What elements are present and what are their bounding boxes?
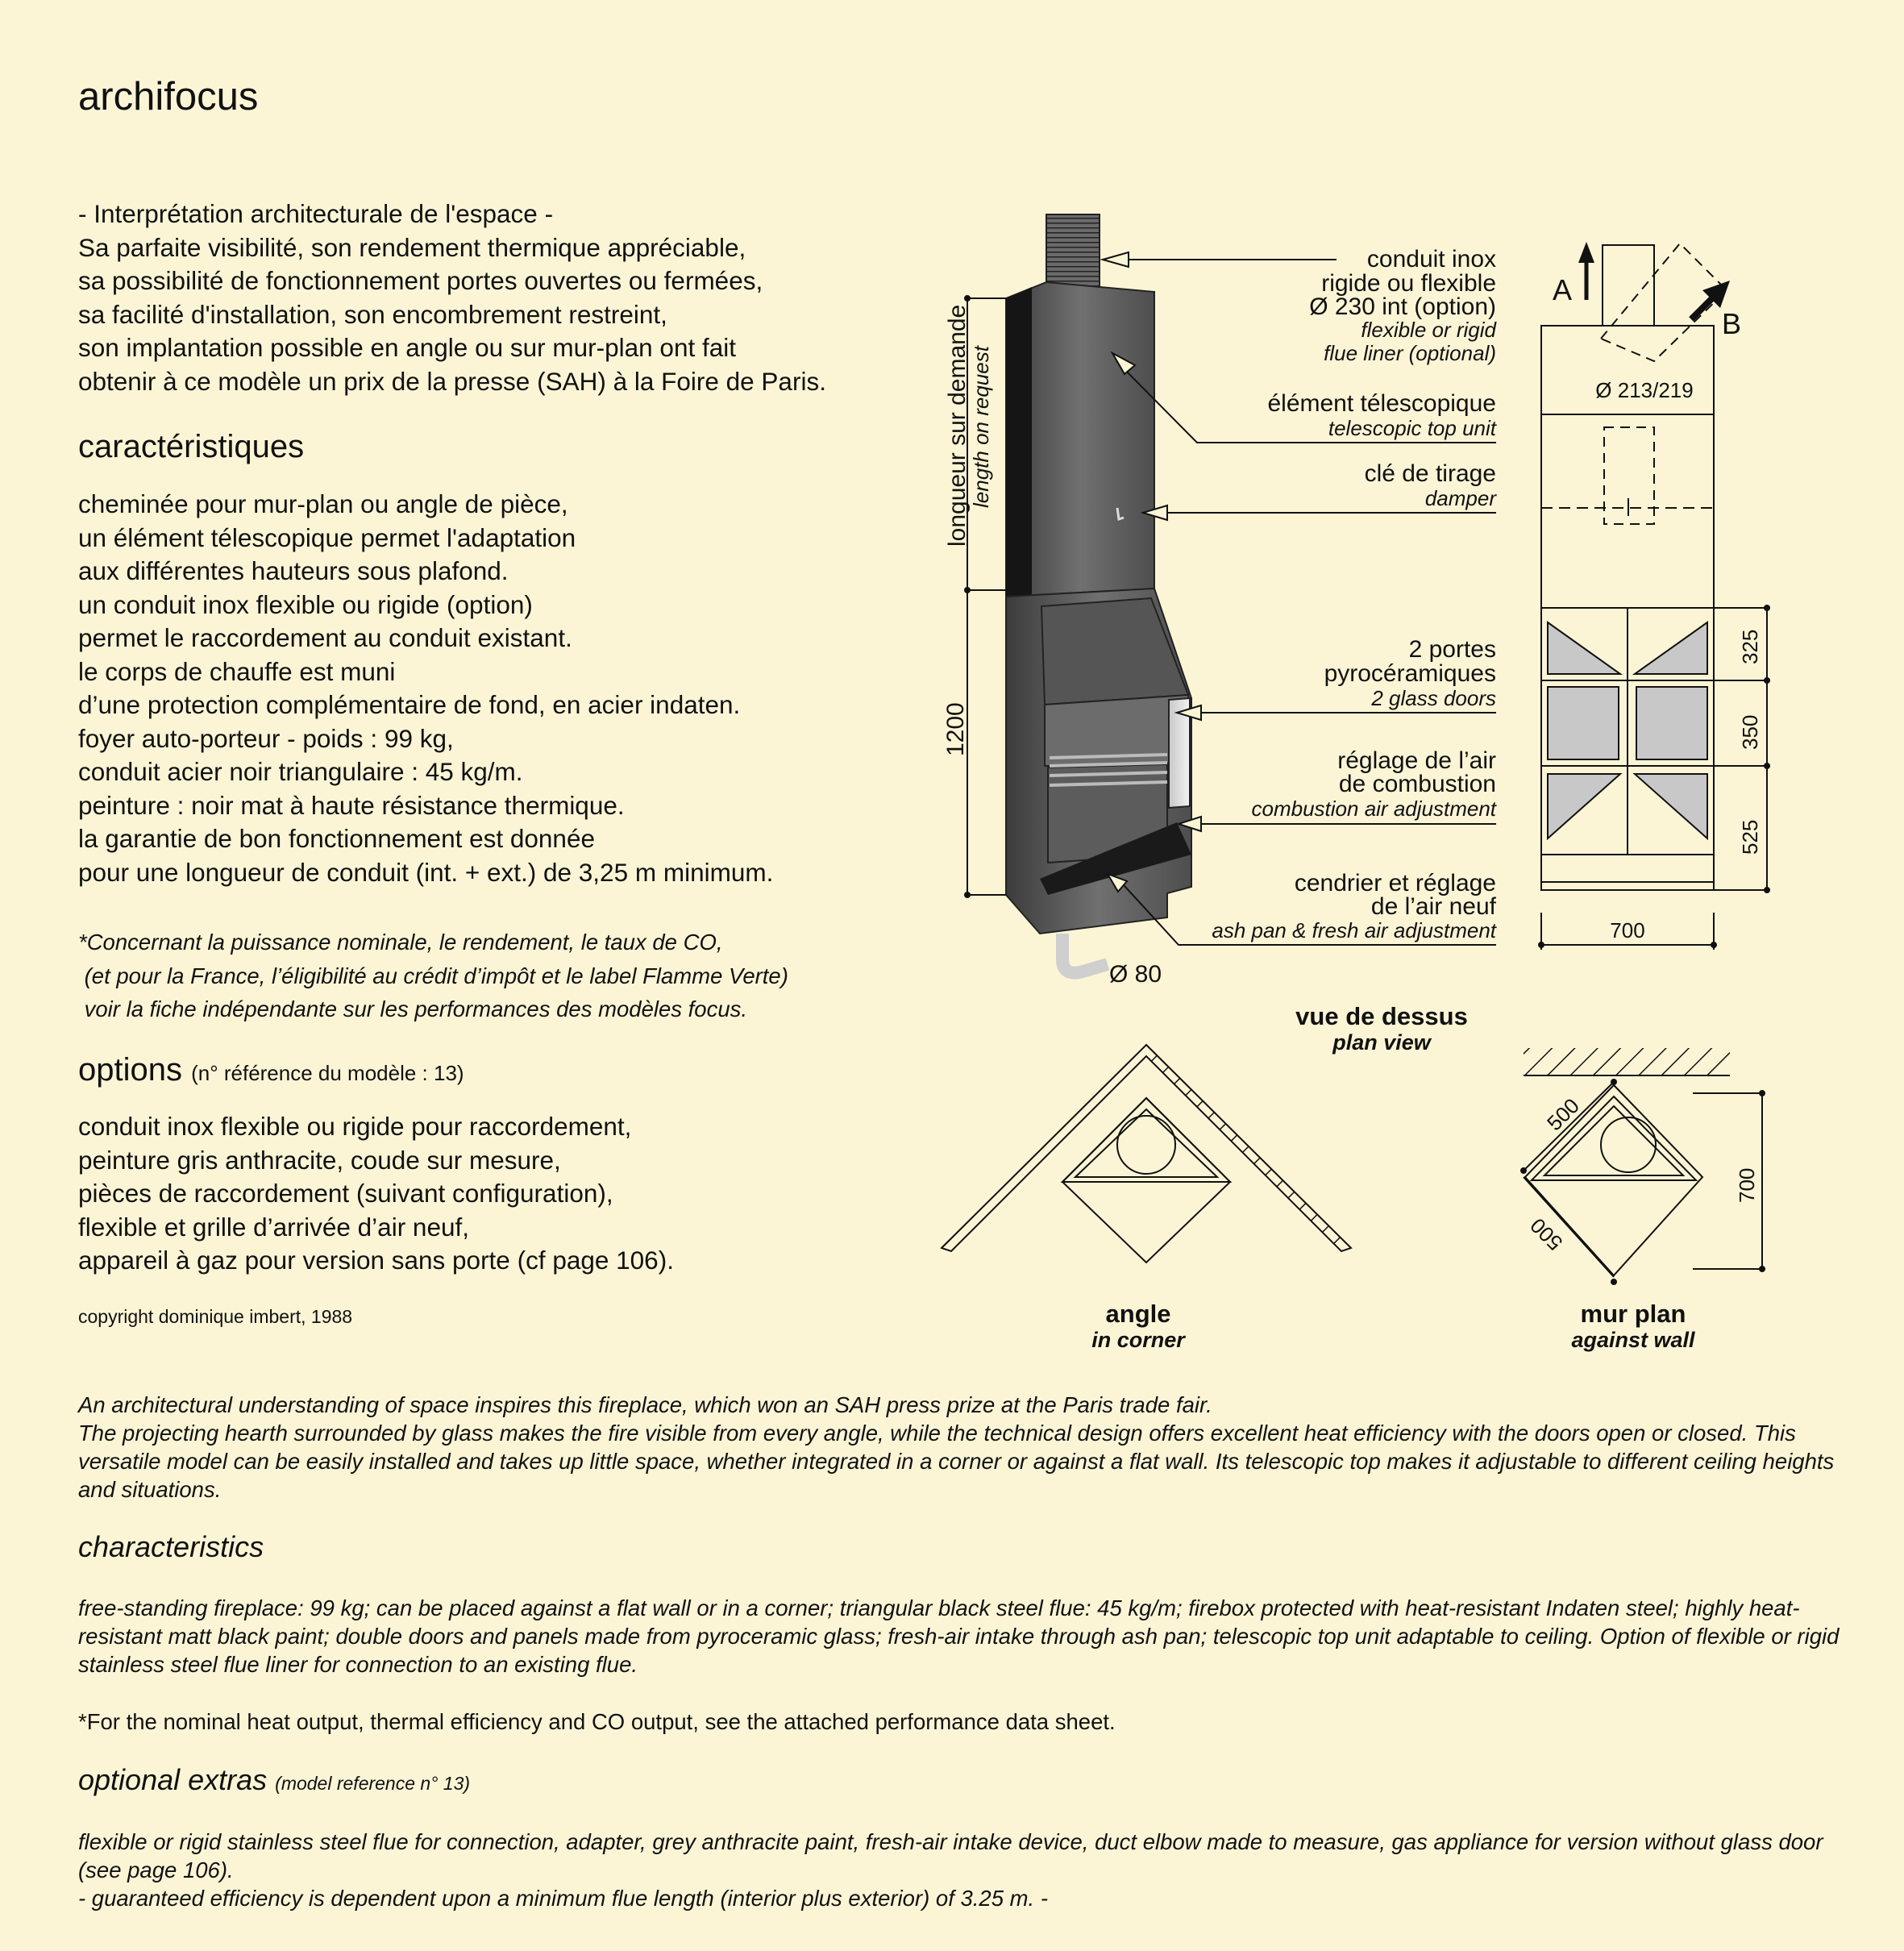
page-title: archifocus bbox=[78, 75, 259, 119]
corner-caption-en: in corner bbox=[1091, 1328, 1185, 1352]
english-intro-line: The projecting hearth surrounded by glass makes the fire visible from every angle, while the technical design offers excellent heat efficiency with the doors open or closed. This versatile model can be easily installed and takes up little space, whether integrated in a corner or against a flat wall. Its telescopic top makes it adjustable to different ceiling heights and situations. bbox=[78, 1421, 1835, 1502]
air-intake-elbow bbox=[1062, 934, 1108, 973]
english-intro-line: An architectural understanding of space inspires this fireplace, which won an SAH press prize at the Paris trade fair. bbox=[78, 1392, 1212, 1417]
options-line: appareil à gaz pour version sans porte (cf page 106). bbox=[78, 1246, 674, 1275]
wall-dimension-700: 700 bbox=[1735, 1167, 1759, 1203]
vertical-label-fr: longueur sur demande bbox=[944, 304, 971, 547]
arrow-a-label: A bbox=[1553, 273, 1573, 306]
caracteristiques-line: cheminée pour mur-plan ou angle de pièce, bbox=[78, 489, 568, 518]
options-line: conduit inox flexible ou rigide pour raccordement, bbox=[78, 1112, 632, 1141]
caracteristiques-line: pour une longueur de conduit (int. + ext.) de 3,25 m minimum. bbox=[78, 857, 774, 887]
dimension-700: 700 bbox=[1610, 918, 1645, 942]
flue-label-en: flexible or rigid bbox=[1361, 318, 1496, 342]
options-title: options bbox=[78, 1052, 182, 1088]
fireplace-illustration bbox=[1006, 214, 1191, 973]
english-intro bbox=[78, 1391, 1852, 1504]
damper-label-en: damper bbox=[1424, 486, 1496, 510]
ash-label-en: ash pan & fresh air adjustment bbox=[1212, 918, 1496, 942]
doors-label-en: 2 glass doors bbox=[1371, 686, 1496, 710]
intro-line: Sa parfaite visibilité, son rendement thermique appréciable, bbox=[78, 232, 746, 262]
flue-label-en: flue liner (optional) bbox=[1324, 341, 1496, 365]
intro-line: sa facilité d'installation, son encombrement restreint, bbox=[78, 299, 667, 329]
air-label-fr: de combustion bbox=[1338, 771, 1496, 797]
intro-line: sa possibilité de fonctionnement portes ouvertes ou fermées, bbox=[78, 266, 763, 295]
plan-view-caption-en: plan view bbox=[1332, 1030, 1431, 1055]
caracteristiques-line: le corps de chauffe est muni bbox=[78, 656, 396, 686]
wall-dimension-500: 500 bbox=[1525, 1213, 1568, 1255]
intro-line: obtenir à ce modèle un prix de la presse (SAH) à la Foire de Paris. bbox=[78, 366, 826, 396]
flue-label-fr: conduit inox bbox=[1366, 246, 1496, 272]
wall-caption-en: against wall bbox=[1571, 1328, 1695, 1352]
optional-extras-heading bbox=[78, 1763, 470, 1797]
caracteristiques-line: un élément télescopique permet l'adaptation bbox=[78, 522, 576, 552]
note-line: (et pour la France, l’éligibilité au crédit d’impôt et le label Flamme Verte) bbox=[78, 963, 788, 988]
guarantee-line: - guaranteed efficiency is dependent upon a minimum flue length (interior plus exterior) of 3.25 m. - bbox=[78, 1886, 1048, 1911]
dimension-d213: Ø 213/219 bbox=[1595, 378, 1694, 402]
characteristics-heading: characteristics bbox=[78, 1530, 264, 1563]
copyright: copyright dominique imbert, 1988 bbox=[78, 1306, 353, 1327]
doors-label-fr: pyrocéramiques bbox=[1324, 660, 1496, 687]
options-line: pièces de raccordement (suivant configuration), bbox=[78, 1179, 613, 1208]
damper-label-fr: clé de tirage bbox=[1364, 460, 1496, 487]
corner-caption-fr: angle bbox=[1105, 1300, 1171, 1328]
plan-view-caption-fr: vue de dessus bbox=[1295, 1002, 1468, 1030]
ash-label-fr: de l’air neuf bbox=[1370, 893, 1496, 920]
optional-extras-line: flexible or rigid stainless steel flue for connection, adapter, grey anthracite paint, fresh-air intake device, duct elbow made to measure, gas appliance for version without glass door (see page 106). bbox=[78, 1829, 1823, 1882]
caracteristiques-line: la garantie de bon fonctionnement est donnée bbox=[78, 824, 595, 853]
arrow-b-label: B bbox=[1722, 307, 1742, 340]
intro-line: son implantation possible en angle ou sur mur-plan ont fait bbox=[78, 333, 736, 362]
optional-extras-reference: (model reference n° 13) bbox=[275, 1773, 471, 1794]
telescopic-shadow bbox=[1006, 287, 1032, 597]
options-reference: (n° référence du modèle : 13) bbox=[191, 1061, 464, 1085]
caracteristiques-line: d’une protection complémentaire de fond, en acier indaten. bbox=[78, 690, 741, 719]
vertical-label-en: length on request bbox=[969, 346, 993, 508]
dimension-525: 525 bbox=[1738, 819, 1762, 855]
dimension-325: 325 bbox=[1738, 629, 1762, 664]
note-line: voir la fiche indépendante sur les performances des modèles focus. bbox=[78, 996, 748, 1021]
optional-extras-text bbox=[78, 1828, 1852, 1912]
note-line: *Concernant la puissance nominale, le rendement, le taux de CO, bbox=[78, 930, 723, 955]
intro-line: - Interprétation architecturale de l'espace - bbox=[78, 199, 554, 228]
flue-liner bbox=[1046, 214, 1100, 287]
caracteristiques-heading: caractéristiques bbox=[78, 429, 305, 464]
hood bbox=[1041, 598, 1188, 705]
air-label-en: combustion air adjustment bbox=[1251, 797, 1496, 821]
wall-dimension-500: 500 bbox=[1542, 1093, 1584, 1136]
optional-extras-title: optional extras bbox=[78, 1763, 268, 1796]
caracteristiques-line: conduit acier noir triangulaire : 45 kg/m. bbox=[78, 757, 523, 786]
doors-label-fr: 2 portes bbox=[1408, 636, 1496, 663]
wall-caption-fr: mur plan bbox=[1580, 1300, 1686, 1328]
caracteristiques-line: aux différentes hauteurs sous plafond. bbox=[78, 556, 509, 585]
air-label-fr: réglage de l’air bbox=[1337, 747, 1496, 774]
flue-label-fr: rigide ou flexible bbox=[1321, 270, 1496, 297]
wall-plan bbox=[1521, 1048, 1765, 1284]
caracteristiques-line: peinture : noir mat à haute résistance thermique. bbox=[78, 790, 625, 820]
options-line: flexible et grille d’arrivée d’air neuf, bbox=[78, 1212, 469, 1242]
telescopic-label-fr: élément télescopique bbox=[1267, 390, 1496, 417]
dimension-1200: 1200 bbox=[942, 702, 969, 756]
flue-label-fr: Ø 230 int (option) bbox=[1309, 293, 1496, 320]
characteristics-text: free-standing fireplace: 99 kg; can be placed against a flat wall or in a corner; triangular black steel flue: 45 kg/m; firebox protected with heat-resistant Indaten steel; highly heat-resistant matt black paint; double doors and panels made from pyroceramic glass; fresh-air intake through ash pan; telescopic top unit adaptable to ceiling. Option of flexible or rigid stainless steel flue liner for connection to an existing flue. bbox=[78, 1595, 1840, 1677]
performance-note-en: *For the nominal heat output, thermal efficiency and CO output, see the attached performance data sheet. bbox=[78, 1709, 1116, 1734]
telescopic-label-en: telescopic top unit bbox=[1328, 416, 1496, 440]
caracteristiques-line: permet le raccordement au conduit existant. bbox=[78, 623, 572, 652]
callout-labels bbox=[1212, 246, 1497, 942]
ash-label-fr: cendrier et réglage bbox=[1294, 870, 1496, 896]
dimension-350: 350 bbox=[1738, 714, 1762, 750]
caracteristiques-line: un conduit inox flexible ou rigide (option) bbox=[78, 589, 533, 619]
corner-plan bbox=[942, 1045, 1351, 1263]
dimension-d80: Ø 80 bbox=[1109, 961, 1162, 988]
caracteristiques-line: foyer auto-porteur - poids : 99 kg, bbox=[78, 723, 454, 753]
options-line: peinture gris anthracite, coude sur mesure, bbox=[78, 1145, 561, 1175]
